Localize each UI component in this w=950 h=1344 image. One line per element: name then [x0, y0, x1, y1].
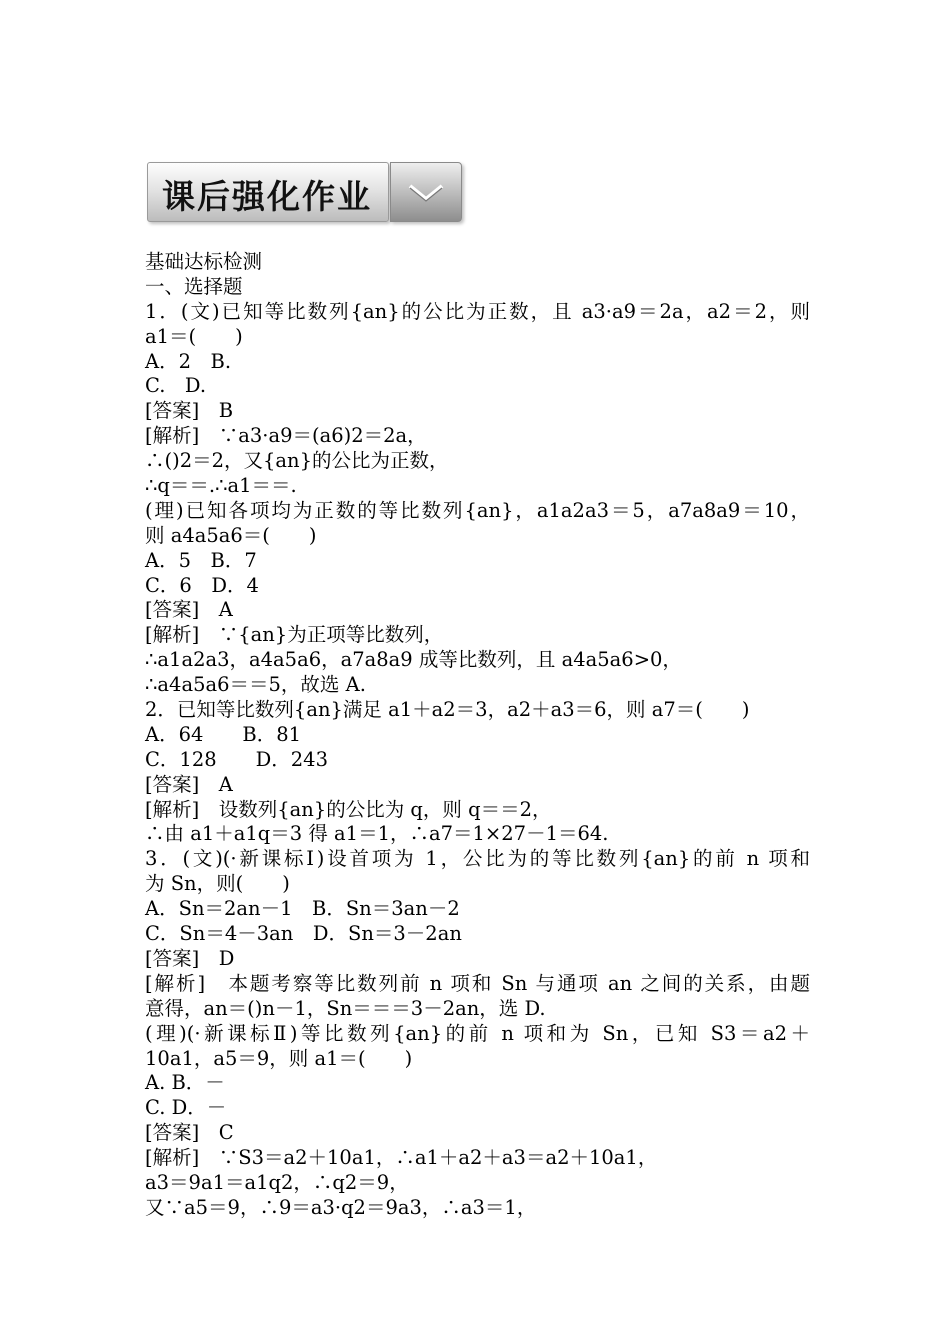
analysis-line: 意得，an＝()n－1，Sn＝＝＝3－2an，选 D.	[145, 996, 546, 1020]
analysis-line: 又∵a5＝9，∴9＝a3·q2＝9a3，∴a3＝1，	[145, 1195, 537, 1219]
options-line: C. D.	[145, 374, 207, 398]
section-heading: 基础达标检测	[145, 250, 263, 273]
options-line: C. D．－	[145, 1096, 227, 1120]
analysis-line: a3＝9a1＝a1q2，∴q2＝9，	[145, 1170, 409, 1194]
analysis-line: ∴由 a1＋a1q＝3 得 a1＝1，∴a7＝1×27－1＝64.	[145, 822, 609, 846]
question-3-li: (理)(·新课标Ⅱ)等比数列{an}的前 n 项和为 Sn，已知 S3＝a2＋	[145, 1021, 810, 1045]
answer-line: [答案] A	[145, 772, 233, 796]
banner-title: 课后强化作业	[162, 177, 372, 216]
options-line: A．Sn＝2an－1 B．Sn＝3an－2	[145, 897, 460, 921]
answer-line: [答案] A	[145, 598, 233, 622]
banner-title-plate	[147, 162, 389, 222]
options-line: C．128 D．243	[145, 747, 328, 771]
section-banner	[147, 158, 463, 224]
homework-text	[145, 250, 810, 1221]
options-line: C．Sn＝4－3an D．Sn＝3－2an	[145, 922, 462, 946]
question-3-wen: 3．(文)(·新课标Ⅰ)设首项为 1，公比为的等比数列{an}的前 n 项和	[145, 847, 810, 871]
question-2: 2．已知等比数列{an}满足 a1＋a2＝3，a2＋a3＝6，则 a7＝( )	[145, 698, 750, 722]
question-3-wen-cont: 为 Sn，则( )	[145, 872, 290, 896]
options-line: A．5 B．7	[145, 548, 257, 572]
analysis-line: ∴a4a5a6＝＝5，故选 A.	[145, 673, 366, 697]
analysis-line: [解析] ∵a3·a9＝(a6)2＝2a，	[145, 424, 427, 448]
options-line: A．64 B．81	[145, 722, 302, 746]
answer-line: [答案] C	[145, 1121, 234, 1145]
question-3-li-cont: 10a1，a5＝9，则 a1＝( )	[145, 1046, 413, 1070]
question-1-wen: 1．(文)已知等比数列{an}的公比为正数，且 a3·a9＝2a，a2＝2，则	[145, 299, 810, 323]
options-line: A. B．－	[145, 1071, 225, 1095]
answer-line: [答案] B	[145, 399, 234, 423]
analysis-line: ∴a1a2a3，a4a5a6，a7a8a9 成等比数列，且 a4a5a6>0，	[145, 648, 682, 672]
question-1-wen-cont: a1＝( )	[145, 324, 243, 348]
options-line: C．6 D．4	[145, 573, 259, 597]
answer-line: [答案] D	[145, 946, 235, 970]
analysis-line: ∴()2＝2，又{an}的公比为正数，	[145, 449, 449, 473]
analysis-line: [解析] 设数列{an}的公比为 q，则 q＝＝2，	[145, 797, 552, 821]
banner-arrow-tab	[390, 162, 462, 222]
analysis-line: ∴q＝＝.∴a1＝＝.	[145, 474, 297, 498]
question-1-li: (理)已知各项均为正数的等比数列{an}，a1a2a3＝5，a7a8a9＝10，	[145, 498, 810, 522]
subsection-heading: 一、选择题	[145, 274, 243, 298]
chevron-down-icon	[408, 183, 444, 203]
analysis-line: [解析] 本题考察等比数列前 n 项和 Sn 与通项 an 之间的关系，由题	[145, 971, 810, 995]
analysis-line: [解析] ∵S3＝a2＋10a1，∴a1＋a2＋a3＝a2＋10a1，	[145, 1146, 658, 1170]
question-1-li-cont: 则 a4a5a6＝( )	[145, 523, 317, 547]
analysis-line: [解析] ∵{an}为正项等比数列，	[145, 623, 444, 647]
options-line: A．2 B.	[145, 349, 232, 373]
